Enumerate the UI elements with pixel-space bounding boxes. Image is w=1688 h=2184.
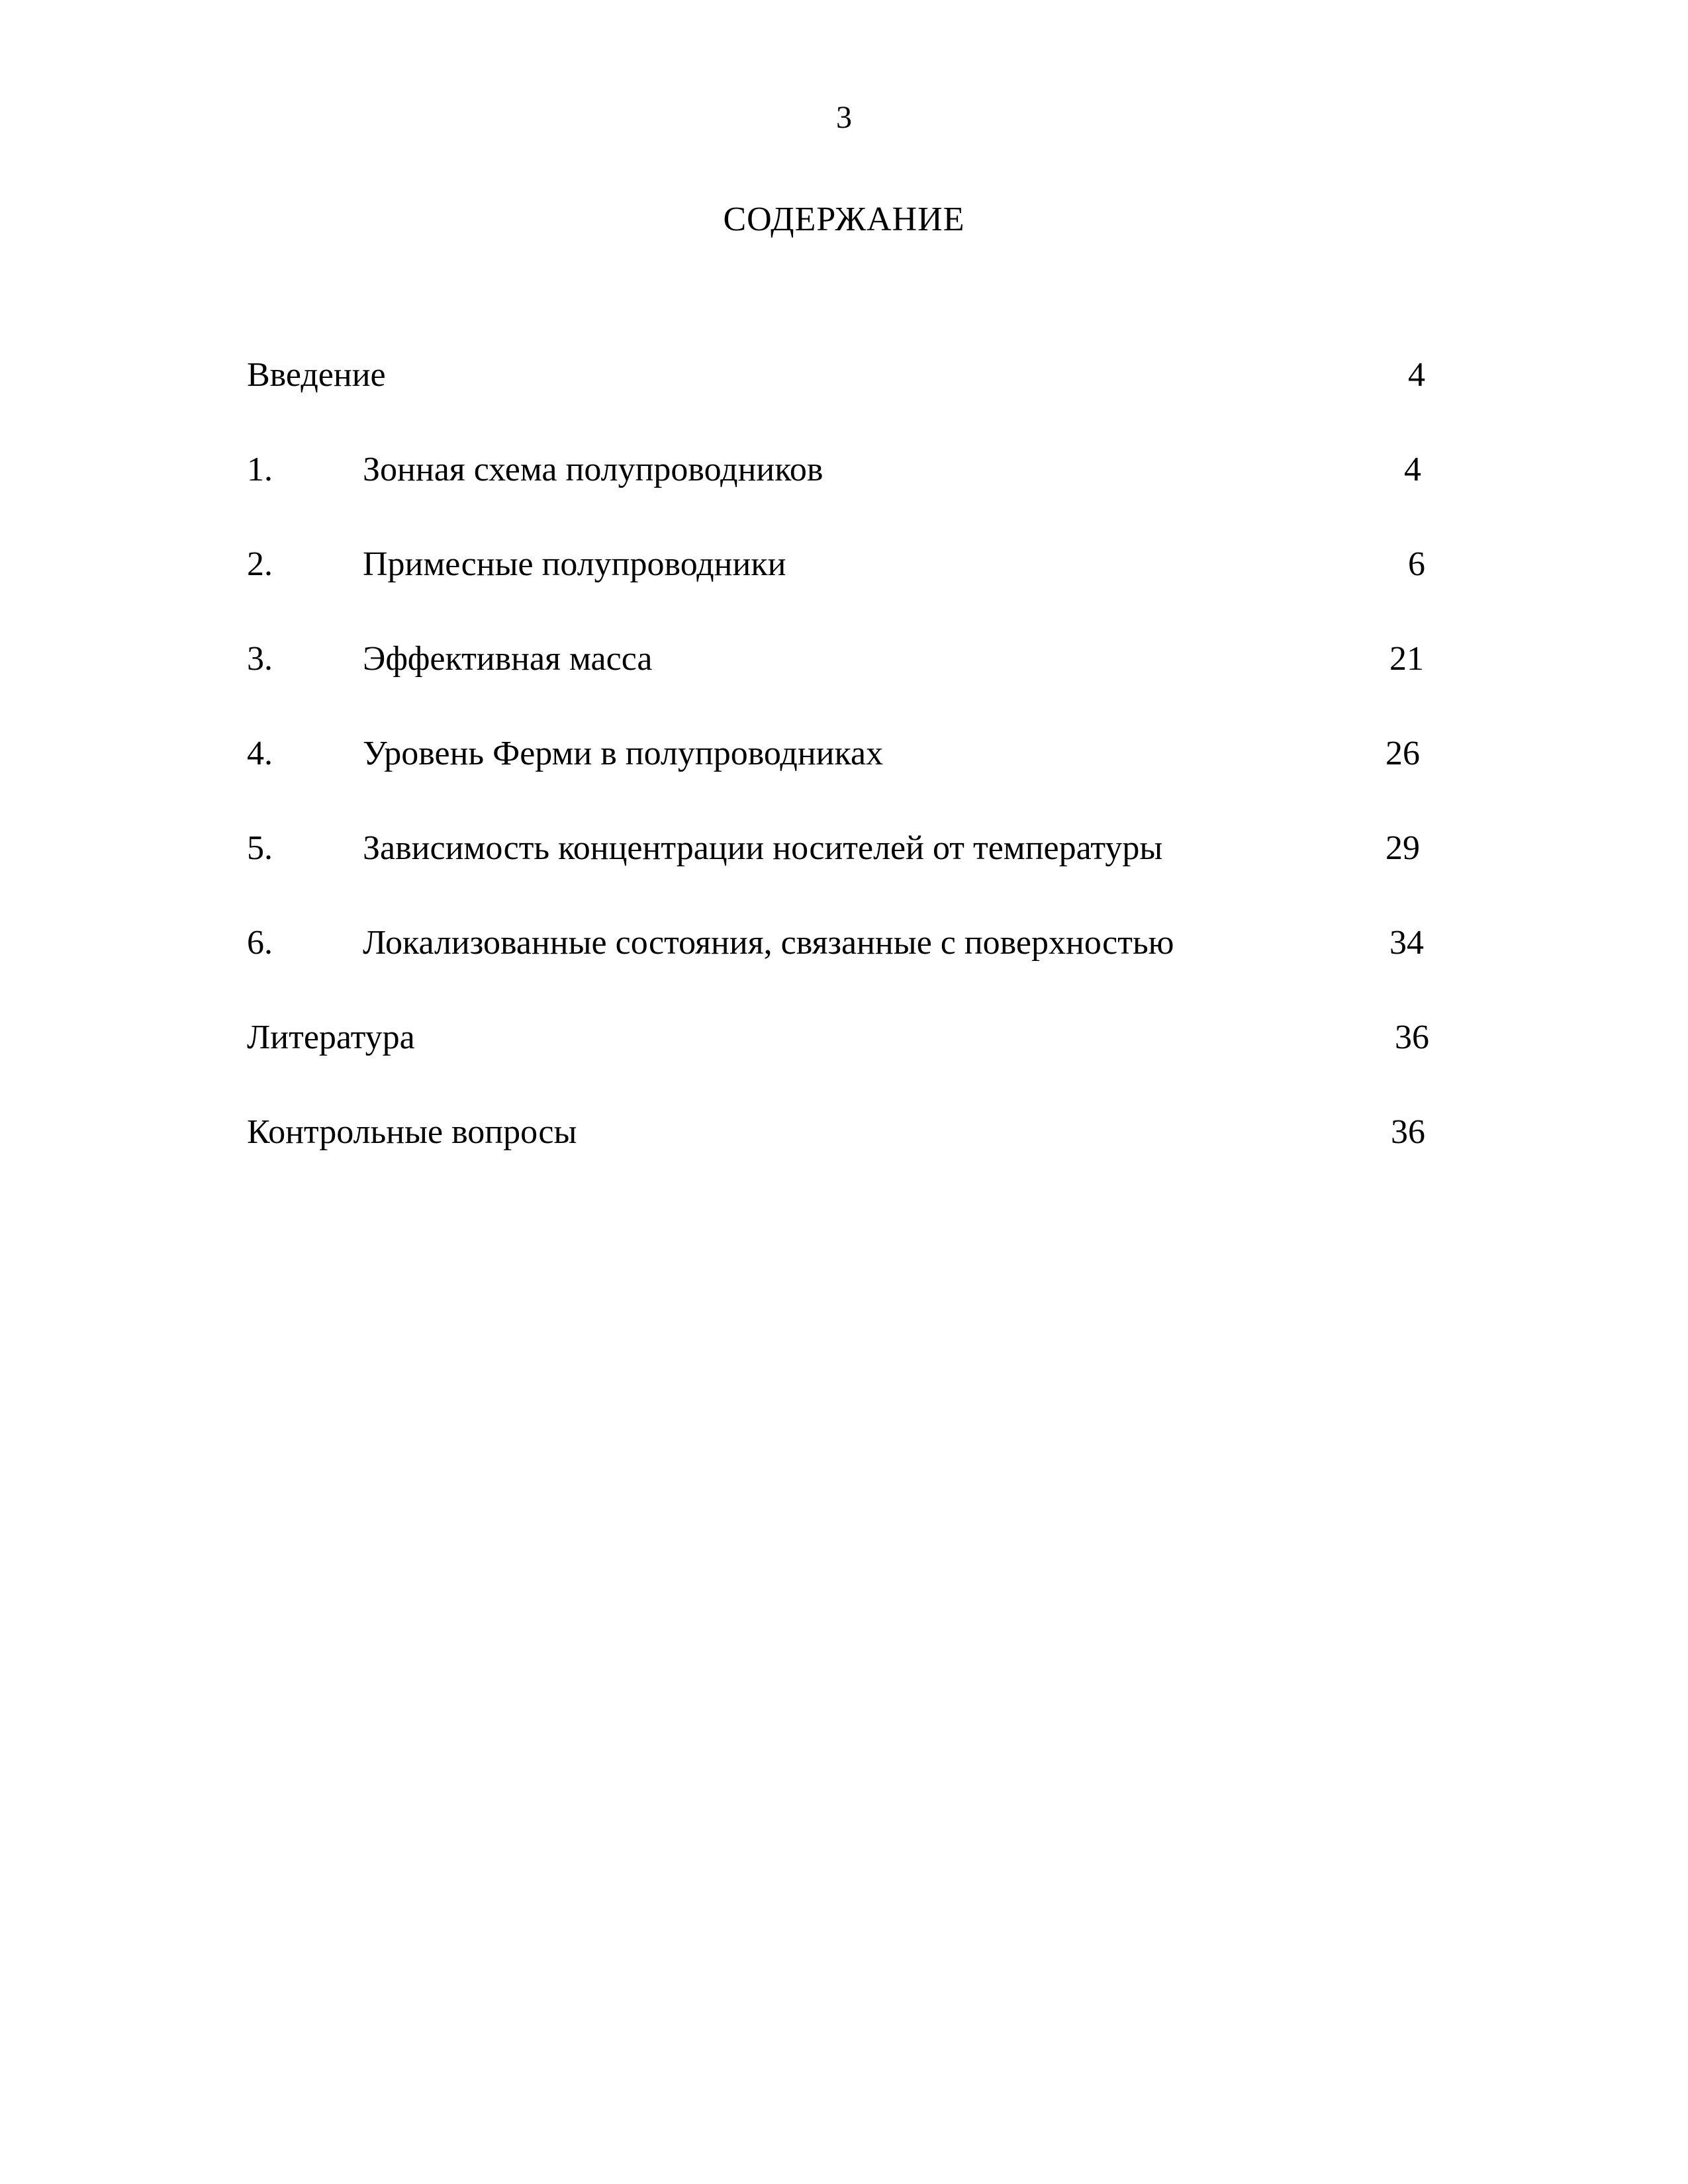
toc-entry-1[interactable] bbox=[247, 449, 1432, 543]
toc-entry-page: 4 bbox=[1408, 356, 1425, 394]
toc-entry-number: 4. bbox=[247, 735, 273, 772]
toc-entry-page: 36 bbox=[1395, 1019, 1429, 1056]
toc-entry-label: Локализованные состояния, связанные с поверхностью bbox=[363, 924, 1174, 962]
toc-entry-label: Введение bbox=[247, 356, 386, 394]
toc-entry-number: 2. bbox=[247, 545, 273, 583]
toc-entry-control-questions[interactable] bbox=[247, 1111, 1432, 1206]
page-number: 3 bbox=[836, 100, 852, 135]
toc-entry-label: Эффективная масса bbox=[363, 640, 653, 678]
toc-entry-page: 34 bbox=[1389, 924, 1424, 962]
toc-entry-page: 4 bbox=[1404, 451, 1421, 488]
toc-entry-3[interactable] bbox=[247, 638, 1432, 733]
toc-entry-2[interactable] bbox=[247, 543, 1432, 638]
toc-entry-label: Зонная схема полупроводников bbox=[363, 451, 823, 488]
toc-entry-label: Примесные полупроводники bbox=[363, 545, 786, 583]
toc-entry-page: 26 bbox=[1385, 735, 1420, 772]
toc-entry-page: 6 bbox=[1408, 545, 1425, 583]
toc-list bbox=[247, 354, 1432, 1206]
toc-entry-label: Уровень Ферми в полупроводниках bbox=[363, 735, 884, 772]
toc-entry-number: 5. bbox=[247, 829, 273, 867]
toc-entry-page: 29 bbox=[1385, 829, 1420, 867]
toc-entry-number: 1. bbox=[247, 451, 273, 488]
toc-entry-label: Литература bbox=[247, 1019, 415, 1056]
toc-entry-6[interactable] bbox=[247, 922, 1432, 1017]
toc-entry-number: 6. bbox=[247, 924, 273, 962]
toc-entry-literature[interactable] bbox=[247, 1017, 1432, 1111]
toc-title: СОДЕРЖАНИЕ bbox=[723, 201, 965, 238]
toc-entry-page: 21 bbox=[1389, 640, 1424, 678]
toc-entry-label: Зависимость концентрации носителей от температуры bbox=[363, 829, 1163, 867]
toc-entry-5[interactable] bbox=[247, 827, 1432, 922]
toc-entry-number: 3. bbox=[247, 640, 273, 678]
toc-entry-label: Контрольные вопросы bbox=[247, 1113, 577, 1151]
toc-entry-introduction[interactable] bbox=[247, 354, 1432, 449]
toc-entry-4[interactable] bbox=[247, 733, 1432, 827]
toc-entry-page: 36 bbox=[1391, 1113, 1425, 1151]
